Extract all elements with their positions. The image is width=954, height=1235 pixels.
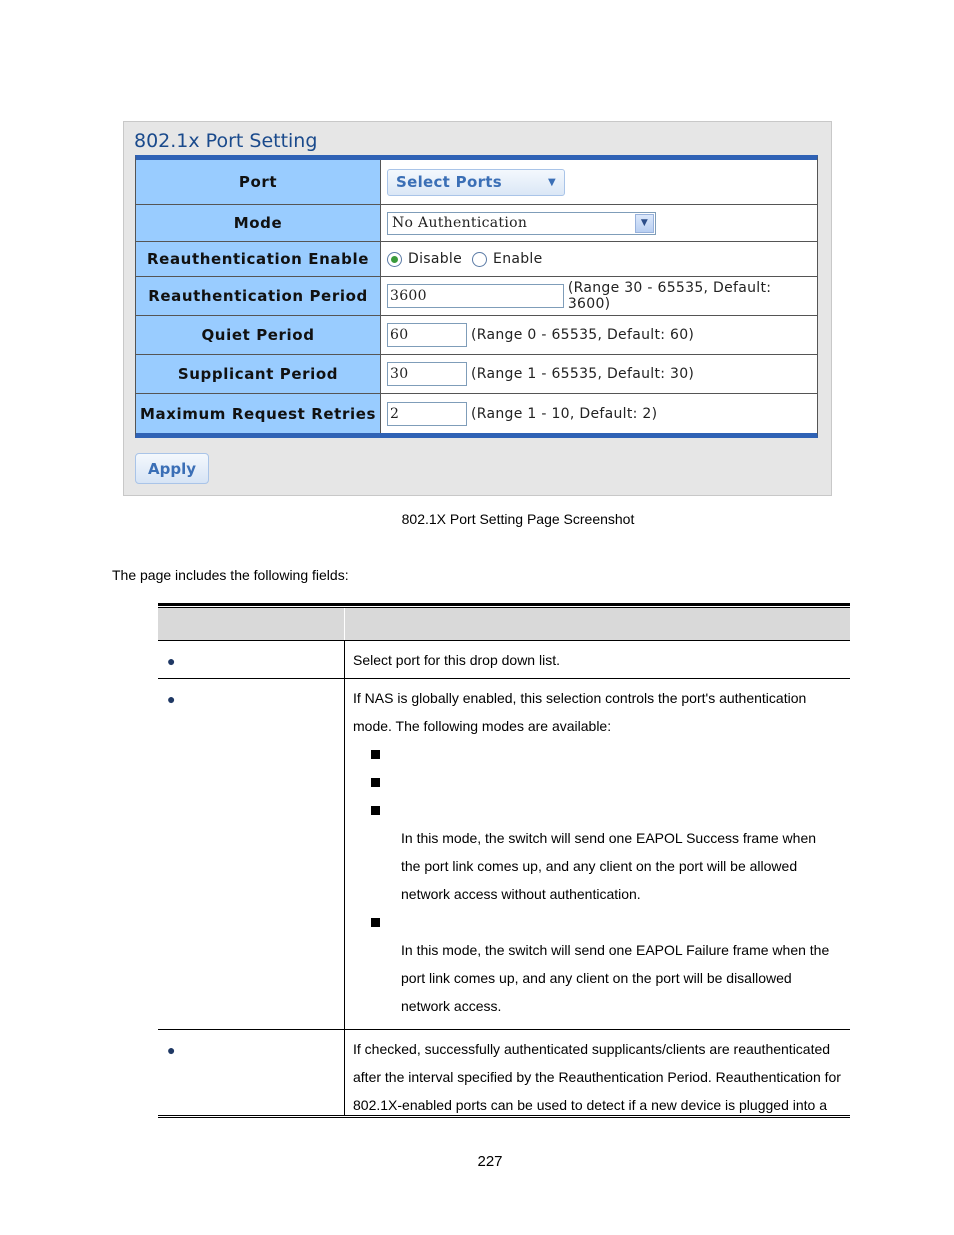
enable-radio-label: Enable bbox=[493, 251, 543, 267]
field-description: Select port for this drop down list. bbox=[353, 652, 560, 668]
quiet-period-hint: (Range 0 - 65535, Default: 60) bbox=[471, 327, 695, 343]
square-bullet-icon bbox=[371, 918, 380, 927]
mode-description: In this mode, the switch will send one EAPOL Success frame when bbox=[401, 830, 817, 846]
select-ports-dropdown[interactable] bbox=[387, 169, 565, 196]
page-number: 227 bbox=[477, 1153, 503, 1170]
bullet-icon: ● bbox=[167, 653, 176, 669]
figure-caption: 802.1X Port Setting Page Screenshot bbox=[401, 511, 635, 527]
supplicant-period-input[interactable]: 30 bbox=[387, 362, 467, 386]
field-description: after the interval specified by the Reauthentication Period. Reauthentication for bbox=[353, 1069, 841, 1085]
table-row bbox=[158, 678, 850, 1029]
select-ports-text: Select Ports bbox=[396, 173, 502, 191]
panel-title: 802.1x Port Setting bbox=[134, 130, 318, 152]
disable-radio-label: Disable bbox=[408, 251, 463, 267]
row-port bbox=[136, 160, 817, 205]
settings-table bbox=[135, 155, 818, 438]
row-reauth-enable bbox=[136, 242, 817, 277]
reauth-period-label: Reauthentication Period bbox=[136, 277, 381, 315]
chevron-down-icon: ▼ bbox=[548, 176, 556, 188]
square-bullet-icon bbox=[371, 778, 380, 787]
reauth-period-input[interactable]: 3600 bbox=[387, 284, 564, 308]
field-description: If checked, successfully authenticated supplicants/clients are reauthenticated bbox=[353, 1041, 831, 1057]
port-label: Port bbox=[136, 160, 381, 204]
bullet-icon: ● bbox=[167, 1042, 176, 1058]
field-description: 802.1X-enabled ports can be used to detect if a new device is plugged into a bbox=[353, 1097, 827, 1113]
mode-item bbox=[353, 768, 842, 796]
row-max-retries bbox=[136, 394, 817, 433]
field-description: mode. The following modes are available: bbox=[353, 718, 612, 734]
table-header bbox=[158, 607, 850, 640]
bullet-icon: ● bbox=[167, 691, 176, 707]
reauth-enable-label: Reauthentication Enable bbox=[136, 242, 381, 276]
mode-select[interactable] bbox=[387, 212, 656, 235]
mode-label: Mode bbox=[136, 205, 381, 241]
mode-description: In this mode, the switch will send one EAPOL Failure frame when the bbox=[401, 942, 830, 958]
fields-table bbox=[158, 603, 850, 1118]
quiet-period-input[interactable]: 60 bbox=[387, 323, 467, 347]
field-description: If NAS is globally enabled, this selection controls the port's authentication bbox=[353, 690, 807, 706]
mode-item bbox=[353, 796, 842, 824]
supplicant-period-hint: (Range 1 - 65535, Default: 30) bbox=[471, 366, 695, 382]
row-reauth-period bbox=[136, 277, 817, 316]
enable-radio[interactable] bbox=[472, 252, 487, 267]
port-setting-screenshot bbox=[123, 121, 832, 496]
max-retries-label: Maximum Request Retries bbox=[136, 394, 381, 433]
quiet-period-label: Quiet Period bbox=[136, 316, 381, 354]
mode-item bbox=[353, 908, 842, 936]
mode-description: network access. bbox=[401, 998, 502, 1014]
max-retries-input[interactable]: 2 bbox=[387, 402, 467, 426]
mode-selected-value: No Authentication bbox=[392, 215, 528, 231]
chevron-down-icon: ▼ bbox=[635, 214, 654, 233]
square-bullet-icon bbox=[371, 806, 380, 815]
mode-description: network access without authentication. bbox=[401, 886, 641, 902]
row-supplicant-period bbox=[136, 355, 817, 394]
apply-button[interactable]: Apply bbox=[135, 453, 209, 484]
mode-description: the port link comes up, and any client on the port will be allowed bbox=[401, 858, 798, 874]
mode-item bbox=[353, 740, 842, 768]
table-row bbox=[158, 640, 850, 678]
intro-text: The page includes the following fields: bbox=[112, 567, 349, 583]
max-retries-hint: (Range 1 - 10, Default: 2) bbox=[471, 405, 658, 422]
disable-radio[interactable] bbox=[387, 252, 402, 267]
table-row bbox=[158, 1029, 850, 1115]
reauth-period-hint: (Range 30 - 65535, Default: 3600) bbox=[567, 280, 772, 312]
square-bullet-icon bbox=[371, 750, 380, 759]
row-quiet-period bbox=[136, 316, 817, 355]
supplicant-period-label: Supplicant Period bbox=[136, 355, 381, 393]
mode-description: port link comes up, and any client on the port will be disallowed bbox=[401, 970, 792, 986]
row-mode bbox=[136, 205, 817, 242]
